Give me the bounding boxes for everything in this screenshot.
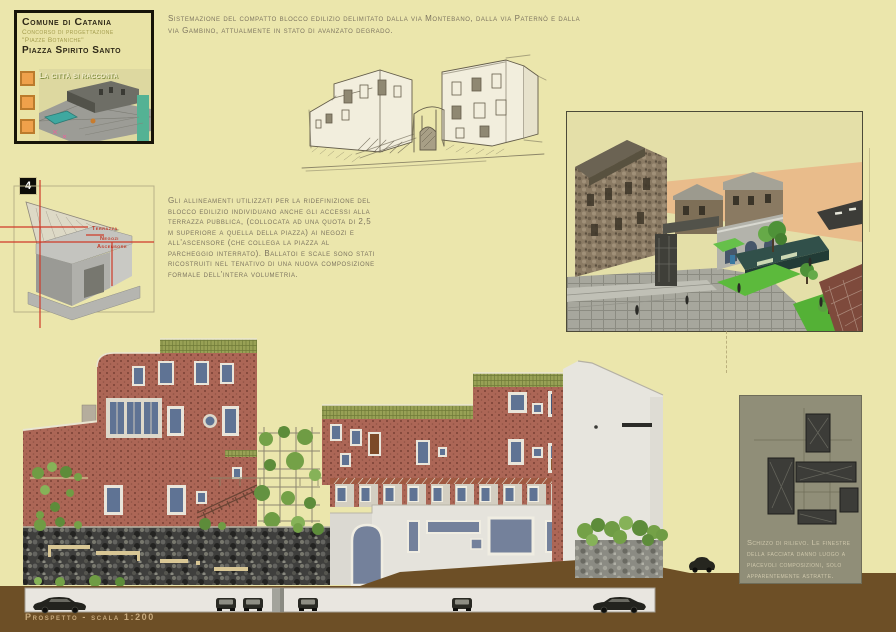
alignments-paragraph: Gli allineamenti utilizzati per la ridefinizione del blocco edilizio individuano anche gli accessi alla terrazza pubblica, (collocata ad una quota di 2,5 m superiore a quella della piazza) ai negozi e all'ascensore (che collega la piazza al parcheggio interrato). Ballatoi e scale sono stati ricostruiti nel tenativo di una nuova composizione formale dell'intera volumetria. xyxy=(168,196,375,279)
sketch-panel xyxy=(739,395,862,584)
orange-square xyxy=(20,119,35,134)
intro-paragraph: Sistemazione del compatto blocco edilizio delimitato dalla via Montebano, dalla via Paternò e dalla via Gambino, attualmente in stato di avanzato degrado. xyxy=(168,14,581,35)
motto-label: La città si racconta xyxy=(39,71,119,80)
terrazza-label: Terrazza xyxy=(92,226,118,232)
competition-line: Concorso di progettazione xyxy=(22,29,114,36)
elevation-caption: Prospetto - scala 1:200 xyxy=(25,612,155,622)
ascensore-label: Ascensore xyxy=(97,244,128,250)
competition-theme: "Piazze Botaniche" xyxy=(22,37,84,44)
axonometric-diagram xyxy=(0,180,170,330)
municipality-title: Comune di Catania xyxy=(22,16,112,28)
panel-number-badge: 4 xyxy=(19,177,37,195)
render-perspective-view xyxy=(566,111,863,332)
title-block-image xyxy=(17,69,151,192)
orange-square xyxy=(20,71,35,86)
orange-square xyxy=(20,95,35,110)
project-title: Piazza Spirito Santo xyxy=(22,45,122,56)
window-composition-sketch xyxy=(740,396,861,536)
car-elevation xyxy=(689,557,715,573)
render-image xyxy=(567,112,862,331)
survey-sketch xyxy=(296,50,548,190)
title-block xyxy=(14,10,154,192)
guide-line xyxy=(869,148,870,232)
negozi-label: Negozi xyxy=(100,236,119,242)
sketch-panel-caption: Schizzo di rilievo. Le finestre della facciata danno luogo a piacevoli composizioni, solo apparentemente astratte. xyxy=(747,538,851,580)
